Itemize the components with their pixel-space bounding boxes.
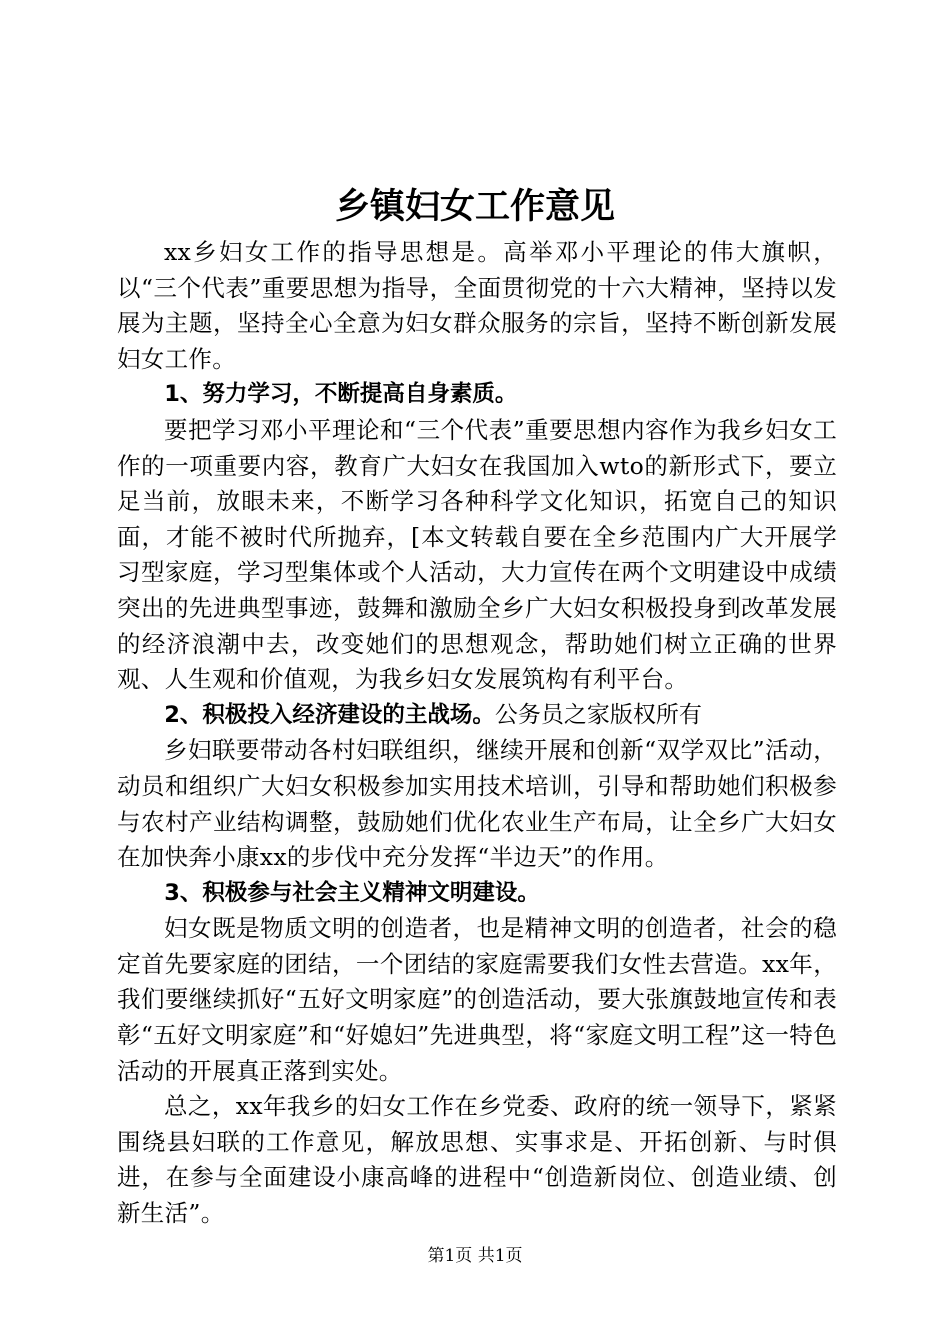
section-heading-2 [117,698,837,734]
section-2-paragraph: 乡妇联要带动各村妇联组织，继续开展和创新“双学双比”活动，动员和组织广大妇女积极参加实用技术培训，引导和帮助她们积极参与农村产业结构调整，鼓励她们优化农业生产布局，让全乡广大妇女在加快奔小康xx的步伐中充分发挥“半边天”的作用。 [117,736,837,872]
conclusion-paragraph: 总之，xx年我乡的妇女工作在乡党委、政府的统一领导下，紧紧围绕县妇联的工作意见，解放思想、实事求是、开拓创新、与时俱进，在参与全面建设小康高峰的进程中“创造新岗位、创造业绩、创新生活”。 [117,1092,837,1228]
document-body [117,235,837,1232]
section-heading-3-text: 3、积极参与社会主义精神文明建设。 [164,879,540,906]
section-3-paragraph: 妇女既是物质文明的创造者，也是精神文明的创造者，社会的稳定首先要家庭的团结，一个团结的家庭需要我们女性去营造。xx年，我们要继续抓好“五好文明家庭”的创造活动，要大张旗鼓地宣传和表彰“五好文明家庭”和“好媳妇”先进典型，将“家庭文明工程”这一特色活动的开展真正落到实处。 [117,914,837,1085]
page-footer: 第1页 共1页 [427,1246,523,1266]
section-heading-2-text: 2、积极投入经济建设的主战场。 [164,701,495,728]
section-heading-2-tail: 公务员之家版权所有 [494,701,702,728]
section-heading-1 [117,377,837,413]
intro-paragraph: xx乡妇女工作的指导思想是。高举邓小平理论的伟大旗帜，以“三个代表”重要思想为指导，全面贯彻党的十六大精神，坚持以发展为主题，坚持全心全意为妇女群众服务的宗旨，坚持不断创新发展妇女工作。 [117,238,837,373]
section-heading-1-text: 1、努力学习，不断提高自身素质。 [164,381,518,408]
document-title: 乡镇妇女工作意见 [334,187,615,227]
section-1-paragraph: 要把学习邓小平理论和“三个代表”重要思想内容作为我乡妇女工作的一项重要内容，教育广大妇女在我国加入wto的新形式下，要立足当前，放眼未来，不断学习各种科学文化知识，拓宽自己的知识面，才能不被时代所抛弃，[本文转载自要在全乡范围内广大开展学习型家庭，学习型集体或个人活动，大力宣传在两个文明建设中成绩突出的先进典型事迹，鼓舞和激励全乡广大妇女积极投身到改革发展的经济浪潮中去，改变她们的思想观念，帮助她们树立正确的世界观、人生观和价值观，为我乡妇女发展筑构有利平台。 [117,415,837,694]
section-heading-3 [117,876,837,912]
